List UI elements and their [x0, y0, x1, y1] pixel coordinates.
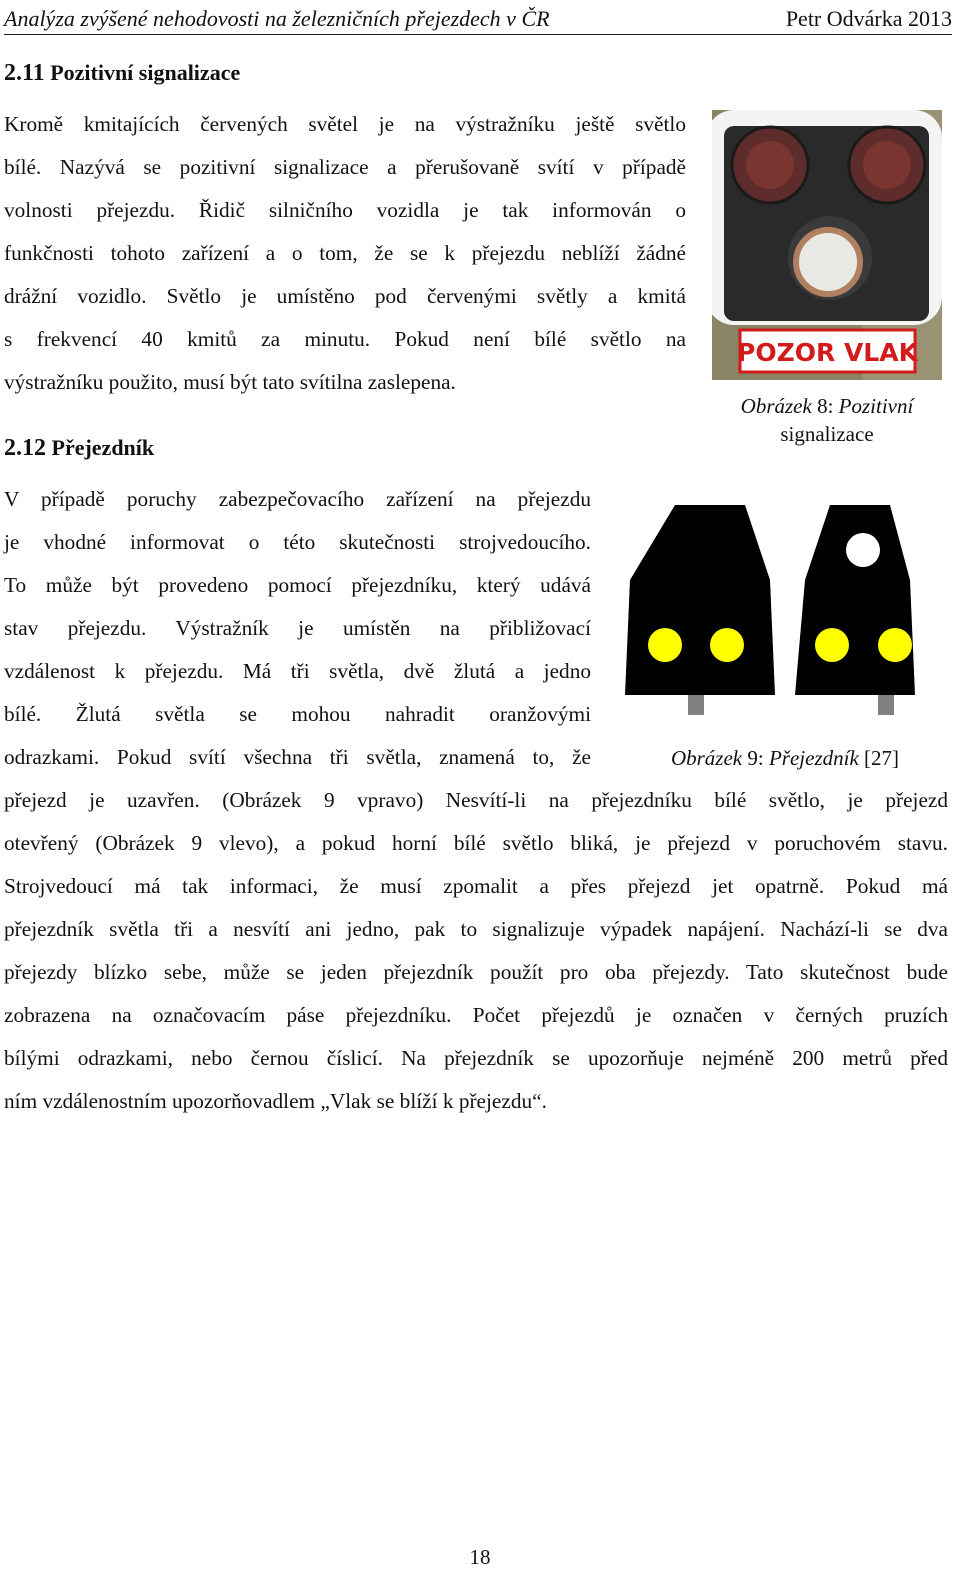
- text-line: výstražníku použito, musí být tato svítilna zaslepena.: [4, 370, 456, 394]
- text-line: bílé. Nazývá se pozitivní signalizace a přerušovaně svítí v případě: [4, 155, 686, 179]
- text-line: funkčnosti tohoto zařízení a o tom, že se k přejezdu neblíží žádné: [4, 241, 686, 265]
- pole-left: [688, 695, 704, 715]
- text-line: V případě poruchy zabezpečovacího zařízení na přejezdu: [4, 487, 591, 511]
- header-title: Analýza zvýšené nehodovosti na železničních přejezdech v ČR: [4, 6, 550, 31]
- indicator-left: [625, 505, 775, 715]
- section-2-12-paragraph-narrow: [4, 478, 591, 779]
- text-line: otevřený (Obrázek 9 vlevo), a pokud horní bílé světlo bliká, je přejezd v poruchovém stavu.: [4, 831, 948, 855]
- figure-8-photo: [712, 110, 942, 380]
- text-line: ním vzdálenostním upozorňovadlem „Vlak se blíží k přejezdu“.: [4, 1089, 547, 1113]
- header-author-year: Petr Odvárka 2013: [785, 6, 952, 31]
- page-number: 18: [469, 1545, 491, 1569]
- text-line: s frekvencí 40 kmitů za minutu. Pokud není bílé světlo na: [4, 327, 686, 351]
- text-line: přejezdy blízko sebe, může se jeden přejezdník použít pro oba přejezdy. Tato skutečnost bude: [4, 960, 948, 984]
- text-line: Kromě kmitajících červených světel je na výstražníku ještě světlo: [4, 112, 686, 136]
- figure-9-illustration: [620, 500, 950, 720]
- caption-line-2: signalizace: [780, 422, 874, 446]
- section-heading-2-12: [4, 435, 154, 462]
- caption-label: Obrázek: [670, 746, 743, 770]
- page-header: [4, 4, 952, 35]
- white-light: [846, 533, 880, 567]
- text-line: bílými odrazkami, nebo černou číslicí. Na přejezdník se upozorňuje nejméně 200 metrů před: [4, 1046, 948, 1070]
- caption-number: 8:: [817, 394, 834, 418]
- text-line: bílé. Žlutá světla se mohou nahradit oranžovými: [4, 702, 591, 726]
- yellow-light: [815, 628, 849, 662]
- caption-title: Pozitivní: [838, 394, 914, 418]
- section-title: Přejezdník: [51, 435, 155, 460]
- caption-number: 9:: [747, 746, 764, 770]
- text-line: stav přejezdu. Výstražník je umístěn na přibližovací: [4, 616, 591, 640]
- figure-8-caption: [712, 392, 942, 448]
- section-2-12-paragraph-wide: [4, 779, 948, 1123]
- indicator-right: [795, 505, 915, 715]
- yellow-light: [878, 628, 912, 662]
- text-line: vzdálenost k přejezdu. Má tři světla, dvě žlutá a jedno: [4, 659, 591, 683]
- white-light: [796, 230, 860, 294]
- text-line: To může být provedeno pomocí přejezdníku, který udává: [4, 573, 591, 597]
- text-line: přejezd je uzavřen. (Obrázek 9 vpravo) Nesvítí-li na přejezdníku bílé světlo, je přejezd: [4, 788, 948, 812]
- figure-9-caption: [640, 746, 930, 771]
- section-heading-2-11: [4, 60, 240, 87]
- yellow-light: [648, 628, 682, 662]
- caption-label: Obrázek: [740, 394, 812, 418]
- text-line: volnosti přejezdu. Řidič silničního vozidla je tak informován o: [4, 198, 686, 222]
- caption-reference: [27]: [864, 746, 900, 770]
- pole-right: [878, 695, 894, 715]
- section-2-11-paragraph: [4, 103, 686, 404]
- section-title: Pozitivní signalizace: [50, 60, 241, 85]
- crossing-indicators: [620, 500, 950, 720]
- positive-signal-illustration: [712, 110, 942, 380]
- text-line: zobrazena na označovacím páse přejezdníku. Počet přejezdů je označen v černých pruzích: [4, 1003, 948, 1027]
- text-line: odrazkami. Pokud svítí všechna tři světla, znamená to, že: [4, 745, 591, 769]
- section-number: 2.11: [4, 60, 45, 86]
- sign-text: POZOR VLAK: [737, 338, 918, 367]
- section-number: 2.12: [4, 435, 46, 461]
- caption-title: Přejezdník: [768, 746, 859, 770]
- text-line: drážní vozidlo. Světlo je umístěno pod červenými světly a kmitá: [4, 284, 686, 308]
- text-line: je vhodné informovat o této skutečnosti strojvedoucího.: [4, 530, 591, 554]
- text-line: Strojvedoucí má tak informaci, že musí zpomalit a přes přejezd jet opatrně. Pokud má: [4, 874, 948, 898]
- yellow-light: [710, 628, 744, 662]
- text-line: přejezdník světla tři a nesvítí ani jedno, pak to signalizuje výpadek napájení. Nachází-li se dva: [4, 917, 948, 941]
